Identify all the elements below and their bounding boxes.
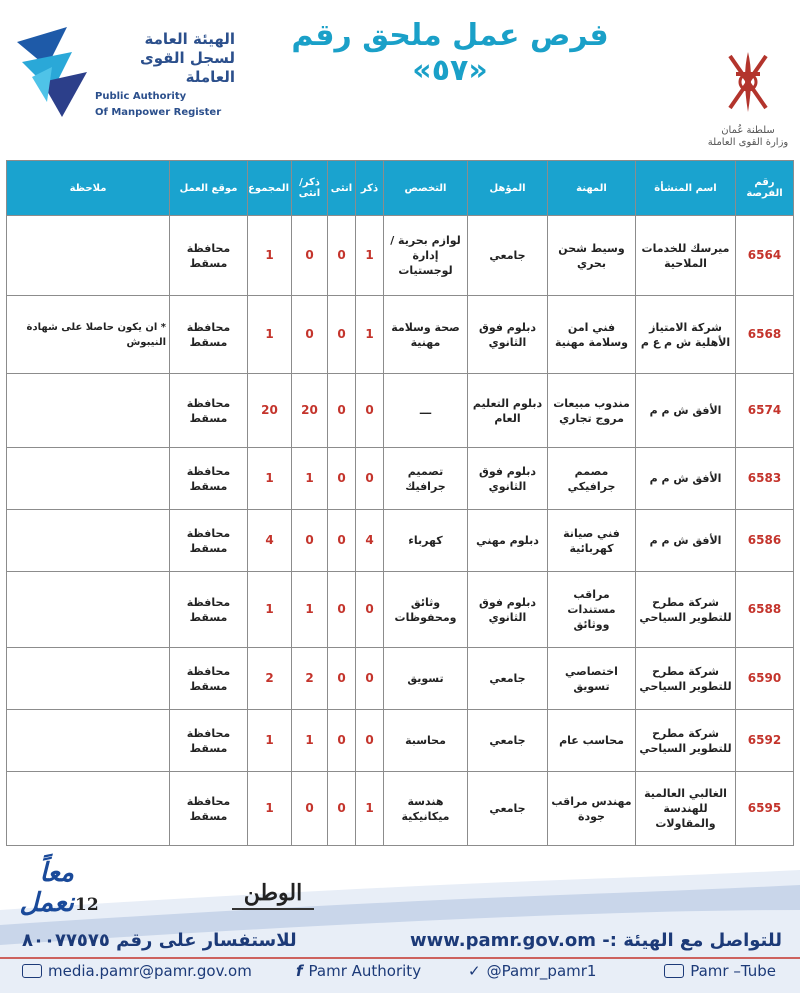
cell-qualification: دبلوم مهني [468,510,548,572]
cell-location: محافظة مسقط [170,374,248,448]
cell-note [7,710,170,772]
table-header-row [7,161,794,216]
cell-male: 1 [356,296,384,374]
cell-company: شركة مطرح للتطوير السياحي [636,648,736,710]
cell-male: 0 [356,572,384,648]
cell-company: شركة الامتياز الأهلية ش م ع م [636,296,736,374]
cell-qualification: جامعي [468,710,548,772]
cell-male: 0 [356,448,384,510]
table-row [7,572,794,648]
cell-total: 1 [248,772,292,846]
cell-note: * ان يكون حاصلا على شهادة النيبوش [7,296,170,374]
cell-location: محافظة مسقط [170,772,248,846]
cell-female: 0 [328,572,356,648]
cell-female: 0 [328,510,356,572]
cell-location: محافظة مسقط [170,216,248,296]
cell-female: 0 [328,216,356,296]
col-header-specialty: التخصص [384,161,468,216]
newspaper-logo: الوطن [232,880,314,910]
email-link[interactable] [22,962,252,980]
col-header-job: المهنة [548,161,636,216]
table-row [7,510,794,572]
jobs-table [6,160,794,846]
cell-location: محافظة مسقط [170,710,248,772]
cell-company: شركة مطرح للتطوير السياحي [636,710,736,772]
cell-company: ميرسك للخدمات الملاحية [636,216,736,296]
brand-slogan: معاً نعمل [19,858,74,918]
cell-location: محافظة مسقط [170,510,248,572]
col-header-total: المجموع [248,161,292,216]
table-row [7,216,794,296]
cell-either: 2 [292,648,328,710]
cell-company: الأفق ش م م [636,510,736,572]
cell-specialty: وثائق ومحفوظات [384,572,468,648]
cell-female: 0 [328,772,356,846]
website-link[interactable]: www.pamr.gov.om [410,930,597,951]
cell-job-title: فني امن وسلامة مهنية [548,296,636,374]
facebook-link[interactable] [296,962,421,980]
cell-job-title: مصمم جرافيكي [548,448,636,510]
cell-total: 20 [248,374,292,448]
table-row [7,710,794,772]
cell-male: 4 [356,510,384,572]
cell-company: الغالبي العالمية للهندسة والمقاولات [636,772,736,846]
youtube-icon [664,964,684,978]
cell-note [7,374,170,448]
table-row [7,648,794,710]
col-header-either: ذكر/ انثى [292,161,328,216]
oman-emblem-icon [722,46,774,118]
page-title: فرص عمل ملحق رقم «٥٧» [291,18,609,88]
cell-location: محافظة مسقط [170,296,248,374]
cell-job-title: مراقب مستندات ووثائق [548,572,636,648]
cell-note [7,772,170,846]
twitter-link[interactable] [468,962,596,980]
cell-job-title: مهندس مراقب جودة [548,772,636,846]
cell-qualification: جامعي [468,648,548,710]
inquiry-phone[interactable]: للاستفسار على رقم ٨٠٠٧٧٥٧٥ [22,930,297,951]
cell-company: شركة مطرح للتطوير السياحي [636,572,736,648]
cell-job-id: 6595 [736,772,794,846]
cell-qualification: جامعي [468,772,548,846]
cell-note [7,572,170,648]
contact-website-line [410,930,782,951]
cell-job-id: 6574 [736,374,794,448]
cell-total: 1 [248,216,292,296]
cell-male: 0 [356,374,384,448]
col-header-id: رقم الفرصة [736,161,794,216]
cell-job-id: 6592 [736,710,794,772]
org-name-en-1: Public Authority [95,91,187,102]
email-address: media.pamr@pamr.gov.om [48,962,252,980]
cell-either: 1 [292,710,328,772]
cell-female: 0 [328,296,356,374]
cell-job-title: مندوب مبيعات مروج تجاري [548,374,636,448]
org-name-ar-2: لسجل القوى العاملة [139,49,235,86]
cell-either: 0 [292,296,328,374]
cell-qualification: دبلوم فوق الثانوي [468,572,548,648]
cell-female: 0 [328,374,356,448]
cell-either: 20 [292,374,328,448]
cell-company: الأفق ش م م [636,448,736,510]
cell-job-title: محاسب عام [548,710,636,772]
facebook-icon: f [296,962,303,980]
cell-total: 1 [248,448,292,510]
page-number: 12 [75,895,99,915]
col-header-male: ذكر [356,161,384,216]
cell-total: 4 [248,510,292,572]
youtube-handle: Pamr –Tube [690,962,776,980]
cell-male: 0 [356,710,384,772]
cell-note [7,448,170,510]
cell-specialty: تصميم جرافيك [384,448,468,510]
col-header-female: انثى [328,161,356,216]
col-header-qualification: المؤهل [468,161,548,216]
cell-note [7,648,170,710]
youtube-link[interactable] [664,962,776,980]
cell-job-title: وسيط شحن بحري [548,216,636,296]
envelope-icon [22,964,42,978]
ministry-label [700,125,796,149]
twitter-icon: ✓ [468,962,481,980]
cell-total: 1 [248,710,292,772]
cell-specialty: صحة وسلامة مهنية [384,296,468,374]
facebook-handle: Pamr Authority [308,962,422,980]
ministry-line-2: وزارة القوى العاملة [707,137,789,148]
col-header-location: موقع العمل [170,161,248,216]
cell-specialty: هندسة ميكانيكية [384,772,468,846]
col-header-company: اسم المنشأة [636,161,736,216]
cell-male: 1 [356,216,384,296]
org-name-en-2: Of Manpower Register [95,107,222,118]
table-row [7,772,794,846]
cell-note [7,510,170,572]
cell-total: 1 [248,572,292,648]
cell-job-id: 6568 [736,296,794,374]
table-row [7,296,794,374]
cell-company: الأفق ش م م [636,374,736,448]
cell-specialty: ـــ [384,374,468,448]
cell-total: 1 [248,296,292,374]
cell-specialty: محاسبة [384,710,468,772]
cell-qualification: دبلوم فوق الثانوي [468,448,548,510]
pamr-logo-icon [12,22,92,122]
cell-specialty: لوازم بحرية / إدارة لوجستيات [384,216,468,296]
cell-either: 1 [292,448,328,510]
cell-either: 1 [292,572,328,648]
cell-total: 2 [248,648,292,710]
cell-location: محافظة مسقط [170,448,248,510]
ministry-line-1: سلطنة عُمان [721,125,775,136]
cell-specialty: كهرباء [384,510,468,572]
cell-qualification: جامعي [468,216,548,296]
cell-specialty: تسويق [384,648,468,710]
cell-job-id: 6588 [736,572,794,648]
cell-job-id: 6583 [736,448,794,510]
cell-job-title: فني صيانة كهربائية [548,510,636,572]
cell-location: محافظة مسقط [170,572,248,648]
table-row [7,374,794,448]
cell-either: 0 [292,216,328,296]
cell-male: 1 [356,772,384,846]
org-name-ar-1: الهيئة العامة [144,30,235,48]
cell-either: 0 [292,772,328,846]
table-row [7,448,794,510]
cell-note [7,216,170,296]
cell-male: 0 [356,648,384,710]
cell-job-id: 6586 [736,510,794,572]
cell-job-id: 6564 [736,216,794,296]
cell-qualification: دبلوم فوق الثانوي [468,296,548,374]
cell-either: 0 [292,510,328,572]
cell-qualification: دبلوم التعليم العام [468,374,548,448]
col-header-note: ملاحظة [7,161,170,216]
cell-female: 0 [328,648,356,710]
cell-female: 0 [328,710,356,772]
page-header [0,0,800,160]
cell-location: محافظة مسقط [170,648,248,710]
cell-job-title: اختصاصي تسويق [548,648,636,710]
cell-female: 0 [328,448,356,510]
twitter-handle: @Pamr_pamr1 [486,962,597,980]
contact-label: للتواصل مع الهيئة :- [602,930,782,951]
cell-job-id: 6590 [736,648,794,710]
